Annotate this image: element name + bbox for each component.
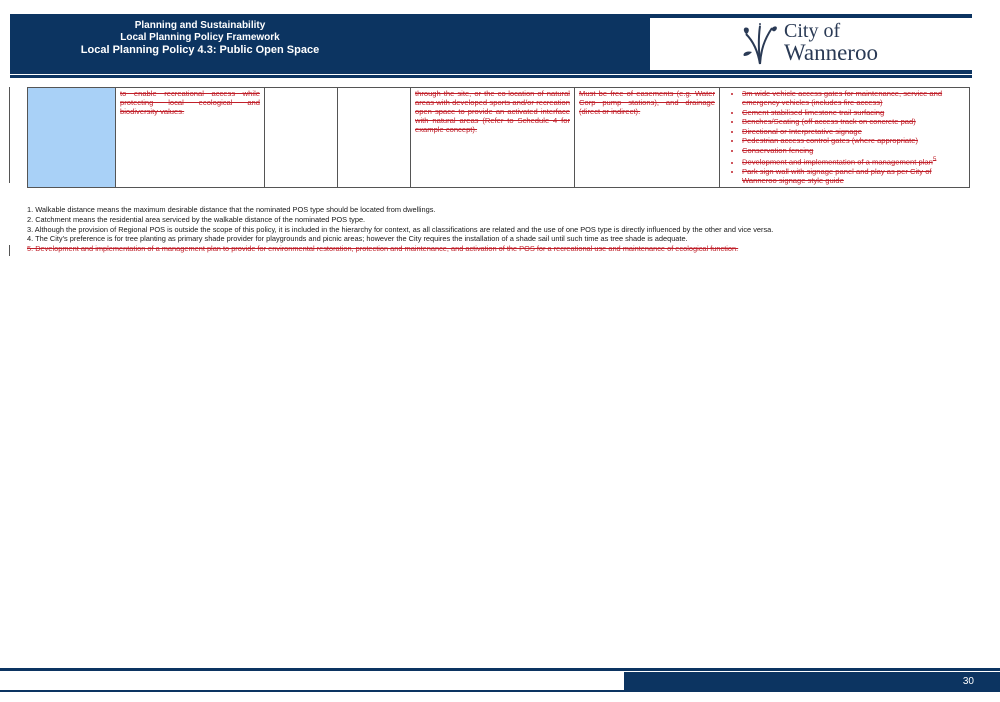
table-cell-design: through the site, or the co-location of natural areas with developed sports and/or recreation open space to provide an activated interface with natural areas (Refer to Schedule 4 for example concept). bbox=[411, 88, 575, 188]
pos-table bbox=[27, 87, 970, 188]
document-header bbox=[10, 20, 390, 56]
footer-rule bbox=[0, 690, 624, 692]
footnote-deleted: 5. Development and implementation of a management plan to provide for environmental restoration, protection and maintenance, and activation of the POS for a recreational use and maintenance of ecological function. bbox=[27, 244, 739, 254]
table-row bbox=[28, 88, 970, 188]
header-department: Planning and Sustainability bbox=[134, 20, 266, 31]
table-cell-purpose: to enable recreational access while protecting local ecological and biodiversity values. bbox=[116, 88, 265, 188]
list-item: • Pedestrian access control gates (where appropriate) bbox=[742, 136, 965, 145]
logo-line1: City of bbox=[784, 20, 841, 42]
header-framework: Local Planning Policy Framework bbox=[120, 32, 280, 43]
change-bar bbox=[9, 87, 10, 183]
list-item: • Benches/Seating (off access track on concrete pad) bbox=[742, 117, 965, 126]
list-item: • Directional or Interpretative signage bbox=[742, 127, 965, 136]
list-item: • 3m wide vehicle access gates for maintenance, service and emergency vehicles (includes fire access) bbox=[742, 89, 965, 107]
city-logo bbox=[650, 18, 972, 70]
facilities-list bbox=[724, 89, 965, 185]
list-item-text: Development and implementation of a management plan bbox=[742, 157, 933, 167]
list-item: • Park sign wall with signage panel and play as per City of Wanneroo signage style guide bbox=[742, 167, 965, 185]
footnote: 2. Catchment means the residential area serviced by the walkable distance of the nominated POS type. bbox=[27, 214, 366, 224]
footer-band bbox=[624, 672, 1000, 692]
city-name bbox=[784, 20, 878, 64]
list-item: • Conservation fencing bbox=[742, 146, 965, 155]
list-item: • Cement stabilised limestone trail surfacing bbox=[742, 108, 965, 117]
change-bar bbox=[9, 245, 10, 256]
page-number: 30 bbox=[962, 676, 974, 687]
flower-logo-icon bbox=[740, 22, 780, 66]
logo-line2: Wanneroo bbox=[784, 40, 878, 65]
table-cell-constraints: Must be free of easements (e.g. Water Corp pump stations), and drainage (direct or indirect). bbox=[575, 88, 720, 188]
footer-rule bbox=[0, 668, 1000, 671]
table-cell-empty bbox=[265, 88, 338, 188]
footnotes bbox=[27, 205, 977, 254]
footnote: 3. Although the provision of Regional POS is outside the scope of this policy, it is included in the hierarchy for context, as all classifications are related and the use of one POS type is directly influenced by the other and vice versa. bbox=[27, 224, 774, 234]
shaded-cell bbox=[28, 88, 116, 188]
table-cell-empty bbox=[338, 88, 411, 188]
header-policy-title: Local Planning Policy 4.3: Public Open Space bbox=[80, 44, 320, 56]
table-cell-facilities bbox=[720, 88, 970, 188]
list-item bbox=[742, 155, 965, 167]
footnote: 1. Walkable distance means the maximum desirable distance that the nominated POS type should be located from dwellings. bbox=[27, 205, 436, 214]
footnote: 4. The City's preference is for tree planting as primary shade provider for playgrounds and picnic areas; however the City requires the installation of a shade sail until such time as tree shade is adequate. bbox=[27, 234, 688, 244]
footnote-ref: 5 bbox=[932, 156, 937, 163]
